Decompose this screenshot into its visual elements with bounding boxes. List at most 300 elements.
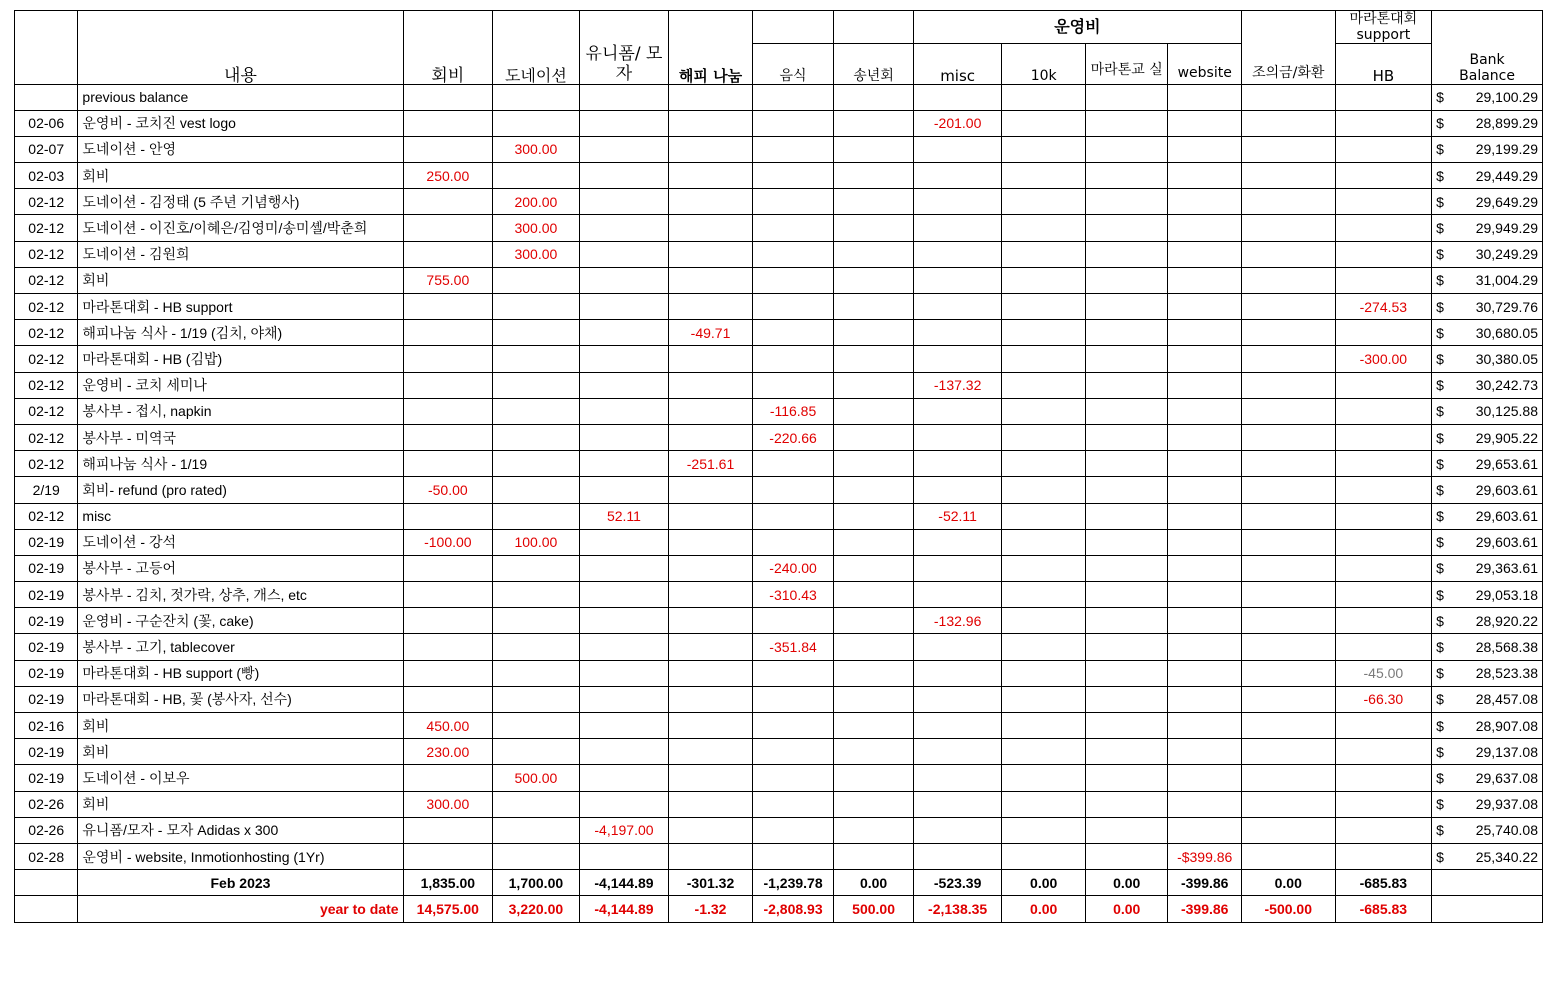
row-description: 도네이션 - 강석 xyxy=(78,529,403,555)
row-dues xyxy=(403,215,493,241)
row-balance xyxy=(1432,451,1543,477)
summary-uniform: -4,144.89 xyxy=(579,896,669,922)
row-uniform xyxy=(579,84,669,110)
row-misc xyxy=(913,346,1002,372)
row-happy xyxy=(669,294,753,320)
row-mclass xyxy=(1085,84,1168,110)
row-description: 회비 xyxy=(78,739,403,765)
header-date-cell xyxy=(15,11,78,44)
row-donation xyxy=(493,634,580,660)
row-uniform xyxy=(579,398,669,424)
row-dues xyxy=(403,110,493,136)
summary-balance xyxy=(1432,870,1543,896)
row-donation xyxy=(493,608,580,634)
row-hb xyxy=(1335,529,1432,555)
header-donation: 도네이션 xyxy=(493,44,580,85)
balance-amount: 29,653.61 xyxy=(1475,455,1538,472)
table-row xyxy=(15,294,1543,320)
row-description: 마라톤대회 - HB (김밥) xyxy=(78,346,403,372)
row-uniform xyxy=(579,791,669,817)
header-dues: 회비 xyxy=(403,44,493,85)
row-tenk xyxy=(1002,84,1086,110)
row-date: 02-12 xyxy=(15,267,78,293)
header-hb: HB xyxy=(1335,44,1432,85)
row-date: 02-12 xyxy=(15,346,78,372)
row-uniform xyxy=(579,739,669,765)
row-balance xyxy=(1432,136,1543,162)
row-dues xyxy=(403,241,493,267)
row-happy: -251.61 xyxy=(669,451,753,477)
row-donation xyxy=(493,163,580,189)
row-mclass xyxy=(1085,555,1168,581)
row-food xyxy=(752,529,834,555)
row-hb xyxy=(1335,503,1432,529)
row-mclass xyxy=(1085,608,1168,634)
currency-symbol: $ xyxy=(1436,298,1444,315)
row-happy xyxy=(669,372,753,398)
table-row xyxy=(15,424,1543,450)
row-mclass xyxy=(1085,267,1168,293)
currency-symbol: $ xyxy=(1436,822,1444,839)
row-yearend xyxy=(834,136,914,162)
table-row xyxy=(15,477,1543,503)
header-desc-top xyxy=(78,11,403,44)
row-donation xyxy=(493,346,580,372)
row-misc xyxy=(913,555,1002,581)
row-balance xyxy=(1432,608,1543,634)
row-description: 도네이션 - 이진호/이혜은/김영미/송미셸/박춘희 xyxy=(78,215,403,241)
row-date: 02-26 xyxy=(15,791,78,817)
header-yearend: 송년회 xyxy=(834,44,914,85)
row-website xyxy=(1168,398,1241,424)
row-food xyxy=(752,608,834,634)
row-description: 운영비 - website, Inmotionhosting (1Yr) xyxy=(78,843,403,869)
row-misc xyxy=(913,791,1002,817)
header-bank-balance xyxy=(1432,44,1543,85)
table-row xyxy=(15,372,1543,398)
row-date: 02-12 xyxy=(15,503,78,529)
balance-amount: 28,907.08 xyxy=(1475,717,1538,734)
summary-happy: -301.32 xyxy=(669,870,753,896)
table-row xyxy=(15,451,1543,477)
balance-amount: 29,053.18 xyxy=(1475,586,1538,603)
row-yearend xyxy=(834,424,914,450)
row-dues xyxy=(403,608,493,634)
table-row xyxy=(15,503,1543,529)
row-balance xyxy=(1432,765,1543,791)
row-mclass xyxy=(1085,163,1168,189)
row-hb xyxy=(1335,372,1432,398)
row-tenk xyxy=(1002,189,1086,215)
row-dues xyxy=(403,84,493,110)
row-condolence xyxy=(1241,346,1335,372)
row-hb xyxy=(1335,84,1432,110)
row-balance xyxy=(1432,163,1543,189)
row-yearend xyxy=(834,84,914,110)
row-misc: -52.11 xyxy=(913,503,1002,529)
balance-amount: 29,649.29 xyxy=(1475,193,1538,210)
row-food xyxy=(752,320,834,346)
row-dues xyxy=(403,189,493,215)
row-uniform xyxy=(579,320,669,346)
row-website xyxy=(1168,294,1241,320)
row-condolence xyxy=(1241,320,1335,346)
row-website xyxy=(1168,424,1241,450)
row-mclass xyxy=(1085,843,1168,869)
row-condolence xyxy=(1241,713,1335,739)
summary-website: -399.86 xyxy=(1168,896,1241,922)
row-date: 02-19 xyxy=(15,555,78,581)
row-description: 운영비 - 코치 세미나 xyxy=(78,372,403,398)
header-website: website xyxy=(1168,44,1241,85)
row-happy xyxy=(669,424,753,450)
row-misc xyxy=(913,451,1002,477)
row-balance xyxy=(1432,686,1543,712)
row-balance xyxy=(1432,739,1543,765)
row-description: 회비 xyxy=(78,163,403,189)
row-tenk xyxy=(1002,451,1086,477)
row-food xyxy=(752,84,834,110)
balance-amount: 30,249.29 xyxy=(1475,246,1538,263)
row-balance xyxy=(1432,372,1543,398)
header-food-top xyxy=(752,11,834,44)
currency-symbol: $ xyxy=(1436,691,1444,708)
row-donation xyxy=(493,372,580,398)
row-hb xyxy=(1335,215,1432,241)
table-row xyxy=(15,241,1543,267)
row-happy xyxy=(669,686,753,712)
month-total-label: Feb 2023 xyxy=(78,870,403,896)
row-website xyxy=(1168,634,1241,660)
row-date: 02-26 xyxy=(15,817,78,843)
row-happy xyxy=(669,843,753,869)
currency-symbol: $ xyxy=(1436,743,1444,760)
currency-symbol: $ xyxy=(1436,324,1444,341)
balance-amount: 30,729.76 xyxy=(1475,298,1538,315)
balance-amount: 28,920.22 xyxy=(1475,612,1538,629)
balance-amount: 29,637.08 xyxy=(1475,769,1538,786)
table-row xyxy=(15,555,1543,581)
summary-condolence: -500.00 xyxy=(1241,896,1335,922)
row-misc xyxy=(913,765,1002,791)
row-misc xyxy=(913,189,1002,215)
row-yearend xyxy=(834,582,914,608)
row-mclass xyxy=(1085,294,1168,320)
row-food: -351.84 xyxy=(752,634,834,660)
row-condolence xyxy=(1241,503,1335,529)
row-yearend xyxy=(834,529,914,555)
row-dues xyxy=(403,582,493,608)
row-balance xyxy=(1432,398,1543,424)
row-yearend xyxy=(834,765,914,791)
row-description: 유니폼/모자 - 모자 Adidas x 300 xyxy=(78,817,403,843)
row-food xyxy=(752,163,834,189)
balance-amount: 28,568.38 xyxy=(1475,639,1538,656)
row-date: 02-07 xyxy=(15,136,78,162)
row-donation: 300.00 xyxy=(493,215,580,241)
row-donation xyxy=(493,110,580,136)
table-row xyxy=(15,791,1543,817)
row-food xyxy=(752,843,834,869)
row-yearend xyxy=(834,739,914,765)
row-misc xyxy=(913,215,1002,241)
row-food xyxy=(752,660,834,686)
row-food xyxy=(752,451,834,477)
row-uniform xyxy=(579,582,669,608)
row-date: 02-12 xyxy=(15,215,78,241)
row-balance xyxy=(1432,241,1543,267)
row-food xyxy=(752,110,834,136)
summary-tenk: 0.00 xyxy=(1002,896,1086,922)
balance-amount: 25,340.22 xyxy=(1475,848,1538,865)
header-row-group xyxy=(15,11,1543,44)
header-bank-balance-line1: Bank xyxy=(1469,51,1505,68)
row-happy xyxy=(669,110,753,136)
row-yearend xyxy=(834,817,914,843)
row-tenk xyxy=(1002,817,1086,843)
row-balance xyxy=(1432,267,1543,293)
currency-symbol: $ xyxy=(1436,769,1444,786)
summary-happy: -1.32 xyxy=(669,896,753,922)
row-mclass xyxy=(1085,660,1168,686)
row-uniform xyxy=(579,424,669,450)
row-uniform xyxy=(579,555,669,581)
row-happy xyxy=(669,529,753,555)
row-description: 회비 xyxy=(78,267,403,293)
header-marathon-class: 마라톤교 실 xyxy=(1085,44,1168,85)
header-description: 내용 xyxy=(78,44,403,85)
row-food: -220.66 xyxy=(752,424,834,450)
row-dues xyxy=(403,372,493,398)
row-food xyxy=(752,503,834,529)
row-date: 02-28 xyxy=(15,843,78,869)
row-misc xyxy=(913,582,1002,608)
summary-misc: -523.39 xyxy=(913,870,1002,896)
balance-amount: 25,740.08 xyxy=(1475,822,1538,839)
row-website xyxy=(1168,791,1241,817)
row-tenk xyxy=(1002,241,1086,267)
row-hb xyxy=(1335,817,1432,843)
row-balance xyxy=(1432,634,1543,660)
summary-hb: -685.83 xyxy=(1335,870,1432,896)
row-tenk xyxy=(1002,294,1086,320)
table-row xyxy=(15,582,1543,608)
row-food xyxy=(752,267,834,293)
currency-symbol: $ xyxy=(1436,403,1444,420)
row-donation xyxy=(493,398,580,424)
row-condolence xyxy=(1241,241,1335,267)
currency-symbol: $ xyxy=(1436,246,1444,263)
row-dues xyxy=(403,451,493,477)
row-condolence xyxy=(1241,267,1335,293)
row-yearend xyxy=(834,634,914,660)
row-uniform xyxy=(579,529,669,555)
row-balance xyxy=(1432,424,1543,450)
row-dues: 755.00 xyxy=(403,267,493,293)
row-donation xyxy=(493,791,580,817)
row-balance xyxy=(1432,555,1543,581)
row-tenk xyxy=(1002,503,1086,529)
balance-amount: 29,603.61 xyxy=(1475,481,1538,498)
row-website xyxy=(1168,503,1241,529)
row-date: 02-03 xyxy=(15,163,78,189)
summary-balance xyxy=(1432,896,1543,922)
row-dues xyxy=(403,320,493,346)
row-date: 02-12 xyxy=(15,189,78,215)
balance-amount: 30,242.73 xyxy=(1475,377,1538,394)
row-happy xyxy=(669,163,753,189)
ledger-table xyxy=(14,10,1543,923)
row-balance xyxy=(1432,320,1543,346)
header-happy-sharing: 해피 나눔 xyxy=(669,44,753,85)
summary-food: -1,239.78 xyxy=(752,870,834,896)
row-website xyxy=(1168,608,1241,634)
row-website xyxy=(1168,215,1241,241)
row-happy xyxy=(669,215,753,241)
row-description: 도네이션 - 김원희 xyxy=(78,241,403,267)
row-website xyxy=(1168,686,1241,712)
row-condolence xyxy=(1241,739,1335,765)
row-tenk xyxy=(1002,843,1086,869)
row-yearend xyxy=(834,320,914,346)
currency-symbol: $ xyxy=(1436,141,1444,158)
balance-amount: 29,937.08 xyxy=(1475,796,1538,813)
row-date: 02-19 xyxy=(15,765,78,791)
row-donation: 300.00 xyxy=(493,241,580,267)
row-date: 02-19 xyxy=(15,660,78,686)
row-dues xyxy=(403,398,493,424)
row-food xyxy=(752,241,834,267)
row-mclass xyxy=(1085,686,1168,712)
row-yearend xyxy=(834,791,914,817)
row-hb xyxy=(1335,398,1432,424)
row-mclass xyxy=(1085,582,1168,608)
header-donation-top xyxy=(493,11,580,44)
row-misc xyxy=(913,713,1002,739)
row-food xyxy=(752,189,834,215)
row-tenk xyxy=(1002,398,1086,424)
row-hb xyxy=(1335,189,1432,215)
summary-mclass: 0.00 xyxy=(1085,870,1168,896)
row-uniform xyxy=(579,189,669,215)
row-mclass xyxy=(1085,503,1168,529)
row-description: 도네이션 - 김정태 (5 주년 기념행사) xyxy=(78,189,403,215)
row-misc xyxy=(913,241,1002,267)
currency-symbol: $ xyxy=(1436,665,1444,682)
row-balance xyxy=(1432,294,1543,320)
row-balance xyxy=(1432,660,1543,686)
row-donation: 300.00 xyxy=(493,136,580,162)
row-description: misc xyxy=(78,503,403,529)
balance-amount: 30,680.05 xyxy=(1475,324,1538,341)
row-donation xyxy=(493,843,580,869)
row-balance xyxy=(1432,215,1543,241)
row-yearend xyxy=(834,294,914,320)
table-row xyxy=(15,817,1543,843)
row-tenk xyxy=(1002,163,1086,189)
row-dues: 250.00 xyxy=(403,163,493,189)
row-condolence xyxy=(1241,136,1335,162)
row-food xyxy=(752,817,834,843)
row-description: 마라톤대회 - HB support xyxy=(78,294,403,320)
table-row xyxy=(15,267,1543,293)
row-hb: -300.00 xyxy=(1335,346,1432,372)
row-condolence xyxy=(1241,372,1335,398)
row-description: 봉사부 - 고기, tablecover xyxy=(78,634,403,660)
row-yearend xyxy=(834,843,914,869)
row-happy xyxy=(669,136,753,162)
row-uniform xyxy=(579,215,669,241)
row-yearend xyxy=(834,215,914,241)
row-condolence xyxy=(1241,843,1335,869)
row-donation xyxy=(493,424,580,450)
row-donation xyxy=(493,660,580,686)
row-happy xyxy=(669,582,753,608)
row-misc xyxy=(913,739,1002,765)
row-misc xyxy=(913,398,1002,424)
summary-dues: 14,575.00 xyxy=(403,896,493,922)
summary-condolence: 0.00 xyxy=(1241,870,1335,896)
header-happy-top xyxy=(669,11,753,44)
summary-hb: -685.83 xyxy=(1335,896,1432,922)
row-happy xyxy=(669,477,753,503)
currency-symbol: $ xyxy=(1436,848,1444,865)
summary-mclass: 0.00 xyxy=(1085,896,1168,922)
row-happy xyxy=(669,84,753,110)
row-yearend xyxy=(834,477,914,503)
row-website xyxy=(1168,163,1241,189)
currency-symbol: $ xyxy=(1436,377,1444,394)
row-website xyxy=(1168,372,1241,398)
row-dues xyxy=(403,294,493,320)
row-happy xyxy=(669,398,753,424)
row-mclass xyxy=(1085,791,1168,817)
row-donation xyxy=(493,817,580,843)
row-yearend xyxy=(834,713,914,739)
row-happy xyxy=(669,739,753,765)
table-row xyxy=(15,320,1543,346)
row-hb: -66.30 xyxy=(1335,686,1432,712)
currency-symbol: $ xyxy=(1436,612,1444,629)
row-description: 봉사부 - 고등어 xyxy=(78,555,403,581)
row-misc xyxy=(913,477,1002,503)
row-yearend xyxy=(834,163,914,189)
table-row xyxy=(15,84,1543,110)
row-condolence xyxy=(1241,451,1335,477)
row-yearend xyxy=(834,608,914,634)
row-condolence xyxy=(1241,84,1335,110)
row-yearend xyxy=(834,555,914,581)
row-description: 해피나눔 식사 - 1/19 xyxy=(78,451,403,477)
row-food: -310.43 xyxy=(752,582,834,608)
row-hb xyxy=(1335,163,1432,189)
row-donation xyxy=(493,582,580,608)
row-balance xyxy=(1432,713,1543,739)
row-condolence xyxy=(1241,215,1335,241)
row-food xyxy=(752,215,834,241)
row-happy xyxy=(669,817,753,843)
row-misc xyxy=(913,424,1002,450)
row-happy xyxy=(669,346,753,372)
row-dues xyxy=(403,660,493,686)
row-condolence xyxy=(1241,294,1335,320)
row-hb xyxy=(1335,424,1432,450)
row-mclass xyxy=(1085,817,1168,843)
row-yearend xyxy=(834,372,914,398)
row-dues xyxy=(403,555,493,581)
row-balance xyxy=(1432,503,1543,529)
row-tenk xyxy=(1002,739,1086,765)
